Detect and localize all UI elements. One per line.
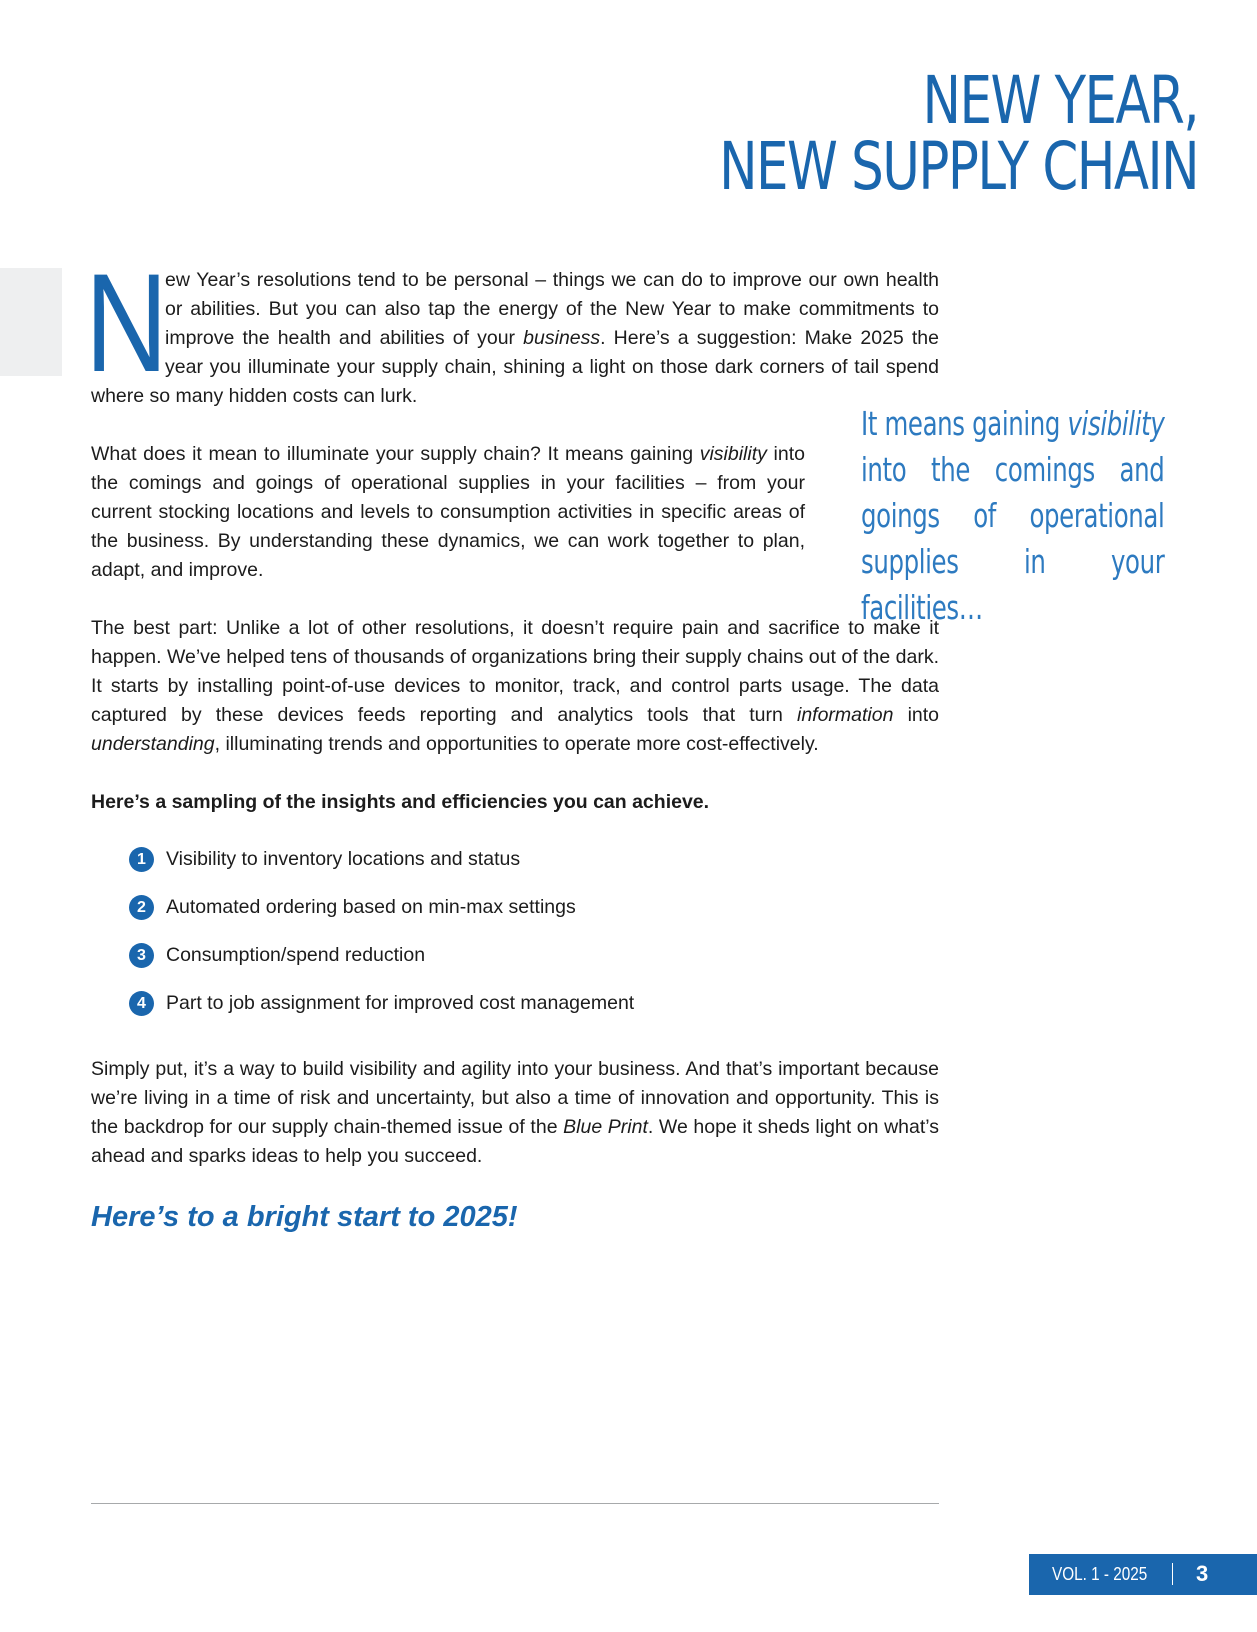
number-badge: 1 <box>129 847 154 872</box>
closing-line: Here’s to a bright start to 2025! <box>91 1201 518 1233</box>
list-item-text: Visibility to inventory locations and status <box>166 847 521 870</box>
list-item <box>129 883 939 931</box>
title-line-1: NEW YEAR, <box>922 62 1198 139</box>
list-lead: Here’s a sampling of the insights and efficiencies you can achieve. <box>91 791 710 813</box>
volume-label: VOL. 1 - 2025 <box>1052 1564 1148 1584</box>
article-body <box>85 244 940 1263</box>
list-item <box>129 979 939 1027</box>
list-item <box>129 835 939 883</box>
page-title <box>718 62 1198 205</box>
list-item-text: Part to job assignment for improved cost management <box>166 991 635 1014</box>
number-badge: 3 <box>129 943 154 968</box>
intro-emphasis: business <box>523 327 601 349</box>
intro-text-b: . Here’s a suggestion: Make 2025 the year you illuminate your supply chain, shining a light on those dark corners of tail spend where so many hidden costs can lurk. <box>91 327 939 407</box>
list-item <box>129 931 939 979</box>
para3-text-b: into <box>893 704 940 726</box>
pullquote-emphasis: visibility <box>1067 404 1165 443</box>
drop-cap: N <box>85 244 168 401</box>
footer-separator <box>1172 1563 1173 1585</box>
para3-text-c: , illuminating trends and opportunities to operate more cost-effectively. <box>214 733 819 755</box>
intro-paragraph <box>85 244 939 411</box>
paragraph-2 <box>91 440 805 585</box>
para3-emphasis-2: understanding <box>91 733 215 755</box>
number-badge: 2 <box>129 895 154 920</box>
list-item-text: Consumption/spend reduction <box>166 943 426 966</box>
footer-badge <box>1029 1554 1257 1595</box>
page-number: 3 <box>1196 1561 1209 1586</box>
para2-text-a: What does it mean to illuminate your supply chain? It means gaining <box>91 443 700 465</box>
pullquote-text-a: It means gaining <box>861 404 1068 443</box>
para4-emphasis: Blue Print <box>563 1116 648 1138</box>
paragraph-3 <box>91 614 939 759</box>
para4-text-a: Simply put, it’s a way to build visibility and agility into your business. And that’s important because we’re living in a time of risk and uncertainty, but also a time of innovation and opportunity. This is the backdrop for our supply chain-themed issue of the <box>91 1058 939 1138</box>
intro-text-a: ew Year’s resolutions tend to be personal – things we can do to improve our own health or abilities. But you can also tap the energy of the New Year to make commitments to improve the health and abilities of your <box>165 269 939 349</box>
paragraph-4 <box>91 1055 939 1171</box>
list-item-text: Automated ordering based on min-max settings <box>166 895 576 918</box>
insights-list <box>129 835 939 1027</box>
para4-text-b: . We hope it sheds light on what’s ahead and sparks ideas to help you succeed. <box>91 1116 940 1167</box>
number-badge: 4 <box>129 991 154 1016</box>
title-line-2: NEW SUPPLY CHAIN <box>718 128 1198 205</box>
para2-emphasis: visibility <box>699 443 767 465</box>
para2-text-b: into the comings and goings of operational supplies in your facilities – from your current stocking locations and levels to consumption activities in specific areas of the business. By understanding these dynamics, we can work together to plan, adapt, and improve. <box>91 443 805 581</box>
side-tab-decoration <box>0 268 62 376</box>
pull-quote <box>861 401 1164 631</box>
para3-emphasis-1: information <box>796 704 894 726</box>
footer-divider <box>91 1503 939 1504</box>
pullquote-text-b: into the comings and goings of operational supplies in your facilities… <box>861 450 1165 627</box>
para3-text-a: The best part: Unlike a lot of other resolutions, it doesn’t require pain and sacrifice to make it happen. We’ve helped tens of thousands of organizations bring their supply chains out of the dark. It starts by installing point-of-use devices to monitor, track, and control parts usage. The data captured by these devices feeds reporting and analytics tools that turn <box>91 617 939 726</box>
